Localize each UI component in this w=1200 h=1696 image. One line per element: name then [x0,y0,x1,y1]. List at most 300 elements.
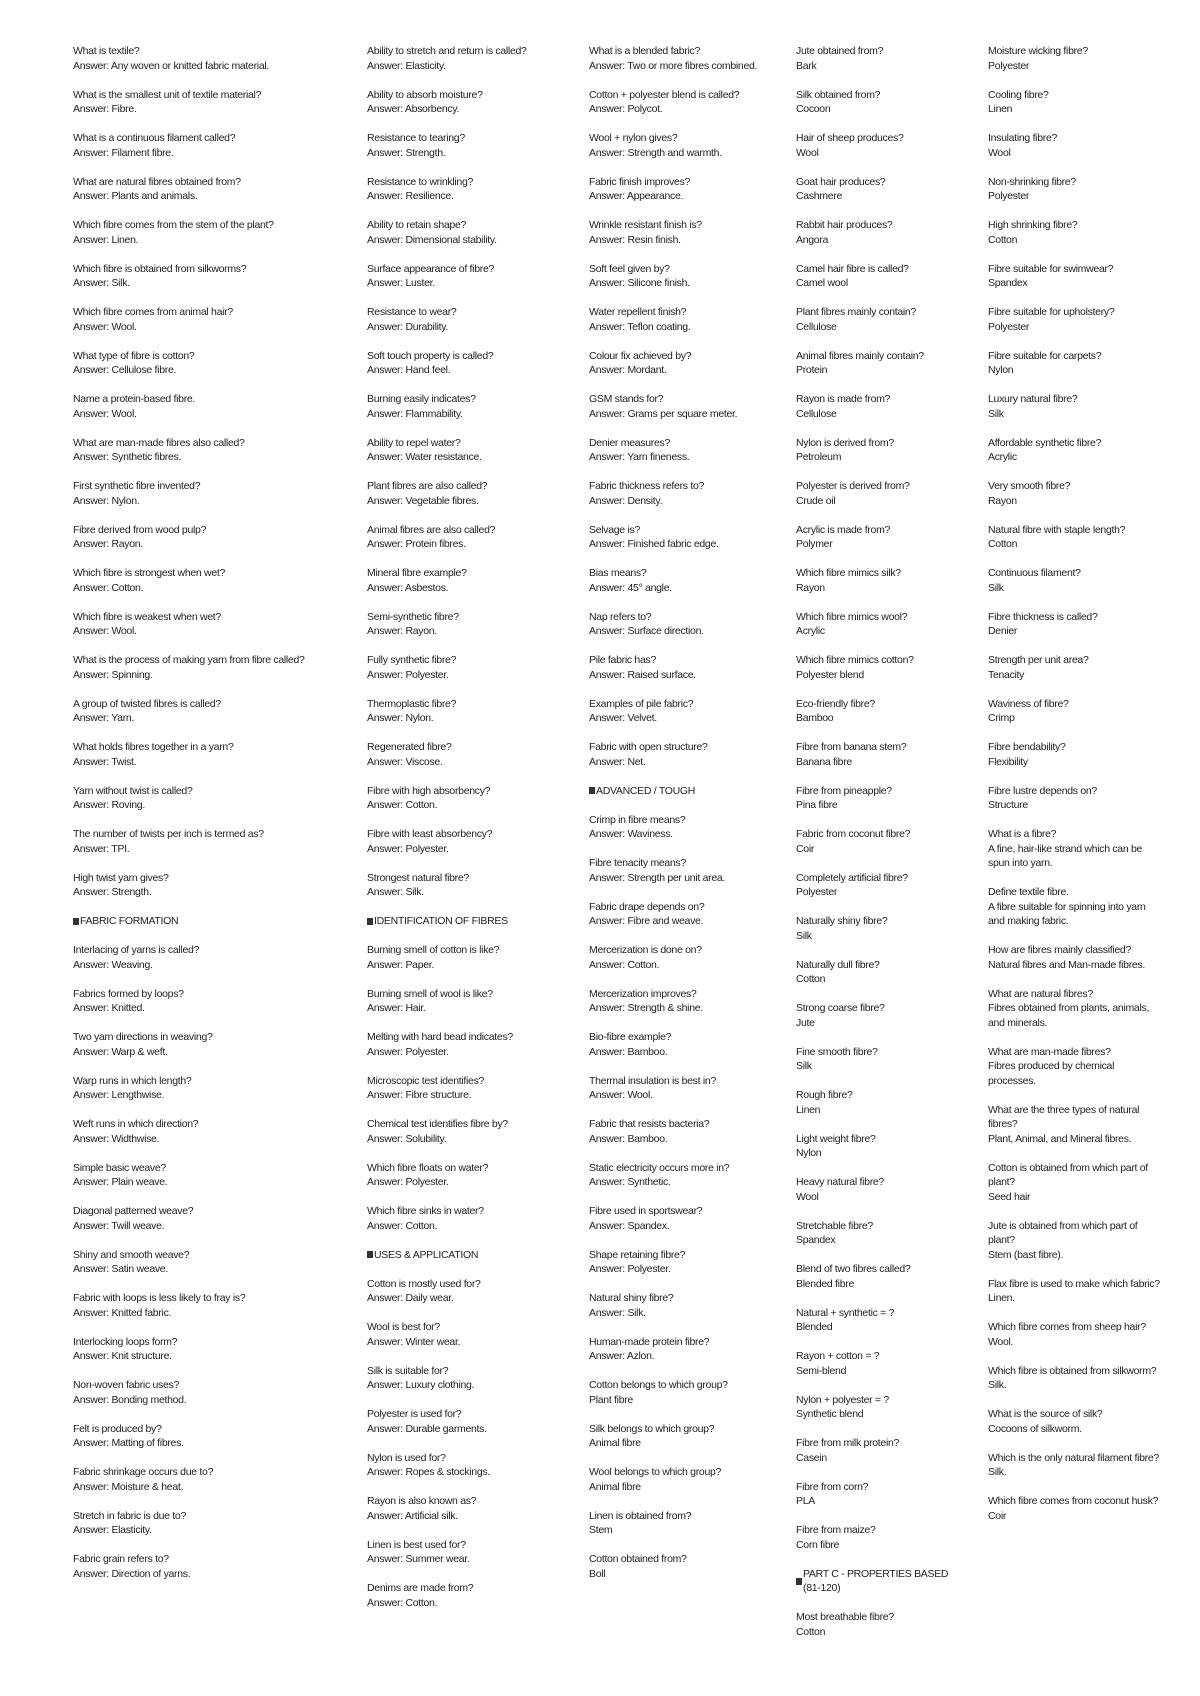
question-text: Nylon is used for? [367,1451,446,1464]
answer-text: Cocoon [796,103,831,115]
question-text: Which fibre is obtained from silkworms? [73,262,247,275]
column-5 [988,44,1163,1538]
question-text: Stretch in fabric is due to? [73,1509,186,1522]
qa-item [367,1494,577,1523]
question-text: Thermoplastic fibre? [367,697,457,710]
question-text: What holds fibres together in a yarn? [73,741,234,753]
question-text: Rayon is also known as? [367,1495,477,1507]
question-text: What are natural fibres obtained from? [73,175,241,188]
question-text: Which fibre is weakest when wet? [73,610,221,623]
question-text: Bio-fibre example? [589,1031,672,1043]
question-text: Fibre with least absorbency? [367,828,493,840]
answer-text: Silk [988,407,1004,420]
question-text: Define textile fibre. [988,886,1069,898]
answer-text: Angora [796,233,829,246]
question-text: What are man-made fibres? [988,1045,1111,1058]
question-text: Plant fibres mainly contain? [796,306,916,318]
answer-text: Answer: Polyester. [367,842,449,855]
question-text: Fibre from milk protein? [796,1437,900,1449]
question-text: What are the three types of natural fibres? [988,1103,1140,1130]
qa-item [589,1161,789,1190]
question-text: Chemical test identifies fibre by? [367,1118,508,1130]
question-text: Blend of two fibres called? [796,1263,911,1275]
qa-item [73,697,353,726]
question-text: Linen is obtained from? [589,1509,692,1522]
answer-text: Bark [796,59,817,72]
answer-text: Structure [988,799,1028,811]
qa-item [73,436,353,465]
answer-text: Rayon [796,581,825,594]
qa-item [988,1451,1163,1480]
answer-text: A fine, hair-like strand which can be spun into yarn. [988,842,1143,869]
qa-item [73,1204,353,1233]
question-text: Fibre tenacity means? [589,857,686,869]
qa-item [367,1407,577,1436]
question-text: Fabric thickness refers to? [589,480,705,492]
section-heading [796,1567,966,1596]
answer-text: Cotton [988,233,1018,246]
answer-text: Answer: Winter wear. [367,1335,461,1348]
question-text: Soft touch property is called? [367,349,494,362]
section-heading [73,914,353,929]
question-text: What is textile? [73,45,140,57]
answer-text: Answer: Synthetic fibres. [73,451,182,463]
qa-item [589,856,789,885]
qa-item [73,740,353,769]
qa-item [988,1494,1163,1523]
answer-text: Polyester blend [796,668,864,681]
question-text: Denims are made from? [367,1582,474,1594]
qa-item [73,131,353,160]
answer-text: Answer: Polyester. [367,1045,449,1058]
question-text: Affordable synthetic fibre? [988,436,1102,449]
answer-text: Cotton [988,538,1018,550]
question-text: First synthetic fibre invented? [73,480,201,492]
answer-text: Coir [988,1509,1007,1522]
qa-item [988,1045,1163,1089]
question-text: Rabbit hair produces? [796,219,893,231]
answer-text: Answer: Resin finish. [589,233,681,246]
qa-item [589,943,789,972]
answer-text: Answer: Flammability. [367,407,463,420]
qa-item [367,1161,577,1190]
answer-text: Answer: Strength. [367,146,446,159]
question-text: Fabrics formed by loops? [73,987,184,1000]
answer-text: Answer: Wool. [73,407,137,420]
qa-item [589,1248,789,1277]
question-text: Denier measures? [589,436,670,449]
qa-item [988,44,1163,73]
answer-text: Answer: Mordant. [589,364,667,376]
answer-text: Answer: Polyester. [367,1176,449,1188]
question-text: Acrylic is made from? [796,523,891,536]
answer-text: Answer: Bamboo. [589,1045,668,1058]
question-text: A group of twisted fibres is called? [73,697,221,710]
qa-item [73,1291,353,1320]
answer-text: Answer: Appearance. [589,190,684,202]
answer-text: Answer: Direction of yarns. [73,1567,191,1580]
answer-text: Answer: Silk. [589,1306,646,1319]
qa-item [589,392,789,421]
qa-item [73,305,353,334]
answer-text: Acrylic [796,625,825,637]
answer-text: Jute [796,1016,815,1029]
question-text: What is the source of silk? [988,1408,1103,1420]
question-text: Regenerated fibre? [367,741,452,753]
question-text: Non-shrinking fibre? [988,175,1076,188]
answer-text: Answer: Solubility. [367,1132,447,1145]
question-text: What is the process of making yarn from fibre called? [73,654,305,666]
answer-text: Answer: Spinning. [73,668,153,681]
question-text: Strength per unit area? [988,654,1089,666]
qa-item [988,1407,1163,1436]
question-text: Fibre suitable for upholstery? [988,306,1115,318]
qa-item [589,44,789,73]
qa-item [367,827,577,856]
qa-item [988,1364,1163,1393]
qa-item [988,436,1163,465]
question-text: What is the smallest unit of textile material? [73,88,262,101]
question-text: Shape retaining fibre? [589,1248,686,1261]
question-text: Jute obtained from? [796,45,884,57]
answer-text: Camel wool [796,277,848,289]
answer-text: Natural fibres and Man-made fibres. [988,958,1145,971]
answer-text: Answer: Twill weave. [73,1219,165,1232]
answer-text: Answer: Cellulose fibre. [73,364,177,376]
qa-item [988,1277,1163,1306]
question-text: Colour fix achieved by? [589,349,692,362]
qa-item [73,88,353,117]
question-text: Fine smooth fibre? [796,1045,878,1058]
qa-item [73,987,353,1016]
answer-text: Synthetic blend [796,1408,864,1420]
qa-item [796,1045,966,1074]
qa-item [988,610,1163,639]
question-text: Goat hair produces? [796,175,886,188]
qa-item [988,349,1163,378]
qa-item [589,653,789,682]
answer-text: Fibres produced by chemical processes. [988,1060,1115,1087]
qa-item [589,436,789,465]
qa-item [73,871,353,900]
qa-item [73,653,353,682]
qa-item [796,1436,966,1465]
answer-text: Petroleum [796,451,842,463]
answer-text: Answer: Absorbency. [367,103,460,115]
qa-item [796,436,966,465]
question-text: Which fibre comes from coconut husk? [988,1495,1159,1507]
question-text: Which fibre comes from animal hair? [73,306,233,318]
qa-item [796,697,966,726]
answer-text: Cashmere [796,190,843,202]
section-title: USES & APPLICATION [374,1248,479,1261]
answer-text: Silk [988,581,1004,594]
answer-text: Answer: Durability. [367,320,449,333]
answer-text: Denier [988,625,1018,637]
question-text: Which fibre sinks in water? [367,1205,484,1217]
answer-text: Wool [796,146,819,159]
qa-item [73,1117,353,1146]
answer-text: Spandex [988,277,1028,289]
question-text: Melting with hard bead indicates? [367,1031,513,1043]
answer-text: Answer: Nylon. [367,712,434,724]
qa-item [367,1117,577,1146]
question-text: Cotton belongs to which group? [589,1379,728,1391]
qa-item [73,349,353,378]
answer-text: Answer: Grams per square meter. [589,407,738,420]
qa-item [73,1248,353,1277]
question-text: Which fibre comes from sheep hair? [988,1321,1146,1333]
answer-text: Answer: Velvet. [589,712,657,724]
question-text: Simple basic weave? [73,1161,166,1174]
question-text: Fibre from maize? [796,1524,876,1536]
question-text: Fibre from corn? [796,1480,869,1493]
answer-text: Answer: Bonding method. [73,1393,187,1406]
qa-item [589,523,789,552]
qa-item [73,1074,353,1103]
answer-text: Polyester [796,886,838,898]
question-text: Crimp in fibre means? [589,813,686,826]
answer-text: Answer: Strength. [73,886,152,898]
qa-item [367,1030,577,1059]
answer-text: Cocoons of silkworm. [988,1422,1082,1435]
question-text: Animal fibres are also called? [367,523,496,536]
question-text: Flax fibre is used to make which fabric? [988,1277,1160,1290]
answer-text: A fibre suitable for spinning into yarn and making fabric. [988,900,1146,927]
qa-item [796,479,966,508]
answer-text: Seed hair [988,1190,1031,1203]
qa-item [988,653,1163,682]
qa-item [367,44,577,73]
qa-item [796,88,966,117]
qa-item [73,784,353,813]
answer-text: Answer: Cotton. [73,581,144,594]
answer-text: Answer: TPI. [73,842,130,855]
qa-item [589,1552,789,1581]
question-text: Ability to absorb moisture? [367,88,483,101]
qa-item [796,262,966,291]
question-text: Water repellent finish? [589,306,687,318]
qa-item [73,175,353,204]
answer-text: Answer: Cotton. [367,1219,438,1232]
qa-item [367,871,577,900]
section-title: IDENTIFICATION OF FIBRES [374,915,508,927]
answer-text: Answer: Durable garments. [367,1422,487,1435]
question-text: Wool belongs to which group? [589,1466,722,1478]
answer-text: Answer: Luxury clothing. [367,1379,475,1391]
question-text: Linen is best used for? [367,1538,466,1551]
qa-item [589,1291,789,1320]
question-text: Ability to repel water? [367,436,461,449]
answer-text: Answer: Elasticity. [367,59,446,72]
question-text: What is a continuous filament called? [73,132,236,144]
qa-item [796,1523,966,1552]
question-text: Jute is obtained from which part of plant? [988,1219,1138,1246]
answer-text: Polyester [988,320,1030,333]
qa-item [367,987,577,1016]
qa-item [73,943,353,972]
qa-item [589,1074,789,1103]
qa-item [796,175,966,204]
qa-item [73,262,353,291]
answer-text: Plant fibre [589,1393,633,1406]
question-text: Strong coarse fibre? [796,1002,885,1014]
answer-text: Answer: Wool. [73,625,137,637]
answer-text: Answer: Weaving. [73,958,153,971]
question-text: Nap refers to? [589,610,652,623]
answer-text: Answer: Polyester. [367,668,449,681]
question-text: Nylon + polyester = ? [796,1393,889,1406]
question-text: Burning easily indicates? [367,393,476,405]
answer-text: Answer: Protein fibres. [367,538,466,550]
question-text: Camel hair fibre is called? [796,262,909,275]
qa-item [73,392,353,421]
qa-item [589,131,789,160]
question-text: Fibre suitable for swimwear? [988,262,1114,275]
answer-text: Silk. [988,1379,1007,1391]
answer-text: Acrylic [988,451,1017,463]
qa-item [796,958,966,987]
qa-item [796,1262,966,1291]
question-text: Hair of sheep produces? [796,132,904,144]
qa-item [367,436,577,465]
qa-item [988,175,1163,204]
answer-text: Answer: Knitted. [73,1002,145,1014]
question-text: Which fibre floats on water? [367,1161,489,1174]
answer-text: Cellulose [796,407,837,420]
answer-text: Answer: Elasticity. [73,1524,152,1536]
question-text: Insulating fibre? [988,132,1058,144]
answer-text: Linen [796,1103,821,1116]
qa-item [988,1320,1163,1349]
answer-text: Answer: Ropes & stockings. [367,1466,490,1478]
qa-item [367,784,577,813]
answer-text: Answer: Waviness. [589,828,673,840]
answer-text: Silk [796,929,812,942]
qa-item [589,697,789,726]
qa-item [367,1538,577,1567]
question-text: Fabric shrinkage occurs due to? [73,1466,214,1478]
question-text: Silk obtained from? [796,88,881,101]
answer-text: Answer: Any woven or knitted fabric material. [73,59,270,72]
qa-item [73,479,353,508]
answer-text: PLA [796,1495,815,1507]
question-text: Very smooth fibre? [988,480,1071,492]
answer-text: Answer: Knit structure. [73,1350,172,1362]
qa-item [796,566,966,595]
section-heading [367,914,577,929]
answer-text: Answer: Roving. [73,799,145,811]
answer-text: Wool [988,146,1011,159]
qa-item [796,523,966,552]
answer-text: Answer: Silk. [367,886,424,898]
question-text: Cooling fibre? [988,88,1049,101]
question-text: Heavy natural fibre? [796,1176,884,1188]
answer-text: Answer: Bamboo. [589,1132,668,1145]
question-text: Fibre from banana stem? [796,741,907,753]
answer-text: Animal fibre [589,1437,641,1449]
answer-text: Answer: Polycot. [589,103,663,115]
question-text: Moisture wicking fibre? [988,45,1088,57]
qa-item [988,784,1163,813]
question-text: Microscopic test identifies? [367,1074,485,1087]
answer-text: Flexibility [988,755,1028,768]
qa-item [796,218,966,247]
answer-text: Answer: Twist. [73,755,137,768]
question-text: Which fibre is strongest when wet? [73,567,226,579]
qa-item [367,697,577,726]
qa-item [796,1393,966,1422]
question-text: Mercerization improves? [589,987,697,1000]
question-text: Mercerization is done on? [589,944,702,956]
question-text: Rayon is made from? [796,393,891,405]
qa-item [988,88,1163,117]
answer-text: Answer: Matting of fibres. [73,1437,184,1449]
answer-text: Answer: Rayon. [367,625,437,637]
question-text: Most breathable fibre? [796,1611,894,1623]
question-text: What are natural fibres? [988,987,1093,1000]
answer-text: Answer: Azlon. [589,1350,655,1362]
question-text: Wrinkle resistant finish is? [589,219,702,231]
qa-item [367,88,577,117]
answer-text: Answer: Nylon. [73,494,140,507]
answer-text: Fibres obtained from plants, animals, and minerals. [988,1002,1150,1029]
qa-item [367,218,577,247]
qa-item [73,1465,353,1494]
answer-text: Answer: Hand feel. [367,364,451,376]
qa-item [589,740,789,769]
answer-text: Answer: Polyester. [589,1263,671,1275]
question-text: Examples of pile fabric? [589,697,694,710]
qa-item [988,827,1163,871]
question-text: Fabric drape depends on? [589,900,705,913]
answer-text: Answer: Satin weave. [73,1263,168,1275]
question-text: Felt is produced by? [73,1422,162,1435]
answer-text: Answer: Widthwise. [73,1132,160,1145]
qa-item [367,175,577,204]
question-text: Strongest natural fibre? [367,871,469,884]
question-text: Fibre lustre depends on? [988,784,1097,797]
question-text: Natural shiny fibre? [589,1292,674,1304]
qa-item [988,218,1163,247]
question-text: Cotton + polyester blend is called? [589,88,740,101]
answer-text: Polyester [988,59,1030,72]
question-text: Silk is suitable for? [367,1364,449,1377]
qa-item [589,175,789,204]
qa-item [73,1378,353,1407]
question-text: Stretchable fibre? [796,1219,873,1232]
qa-item [796,1132,966,1161]
qa-item [589,813,789,842]
square-bullet-icon [367,918,373,925]
answer-text: Answer: Wool. [73,320,137,333]
qa-item [367,566,577,595]
answer-text: Answer: Silicone finish. [589,277,690,289]
question-text: Completely artificial fibre? [796,871,908,884]
question-text: What type of fibre is cotton? [73,349,195,362]
answer-text: Answer: Yarn fineness. [589,451,690,463]
qa-item [589,479,789,508]
question-text: Natural fibre with staple length? [988,523,1126,536]
qa-item [796,610,966,639]
question-text: Resistance to wrinkling? [367,175,474,188]
qa-item [988,1161,1163,1205]
qa-item [367,305,577,334]
qa-item [73,1422,353,1451]
section-heading [589,784,789,799]
question-text: Fabric with loops is less likely to fray is? [73,1292,246,1304]
answer-text: Answer: Finished fabric edge. [589,538,719,550]
